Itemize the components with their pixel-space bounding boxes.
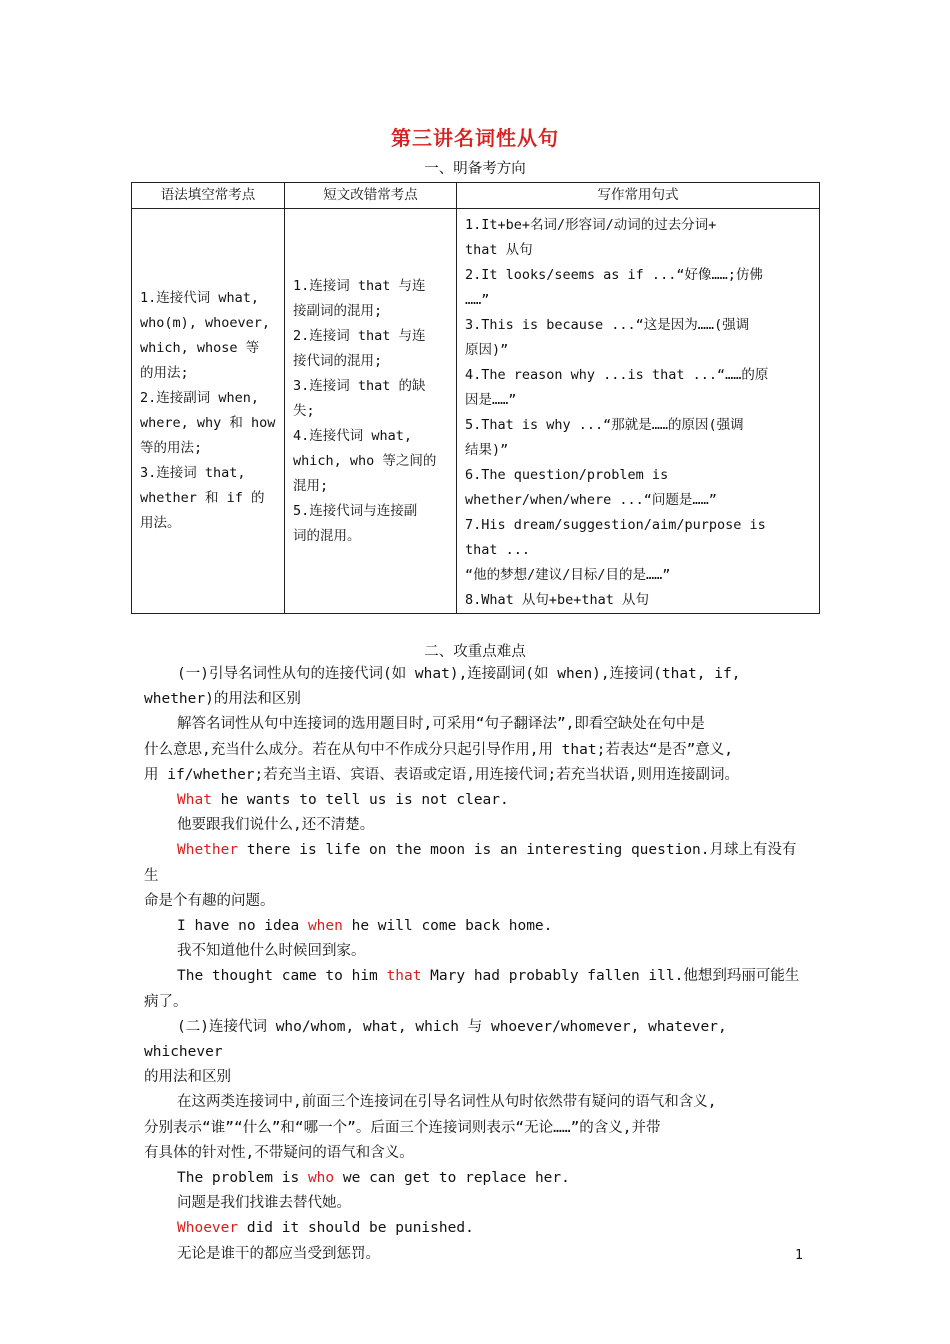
cell-line: 4.The reason why ...is that ...“……的原 [465,367,769,383]
example-translation: 问题是我们找谁去替代她。 [177,1195,351,1212]
cell-line: 词的混用。 [293,527,361,544]
cell-line: 4.连接代词 what, [293,427,413,444]
example-sentence [144,788,808,813]
cell-line: 3.连接词 that 的缺 [293,377,426,394]
cell-line: 2.连接副词 when, [140,390,260,406]
part1-paragraph-line: 解答名词性从句中连接词的选用题目时,可采用“句子翻译法”,即看空缺处在句中是 [177,716,705,733]
body-text [144,662,808,1267]
section-heading-2: 二、攻重点难点 [424,644,526,660]
cell-line: 1.It+be+名词/形容词/动词的过去分词+ [465,217,717,233]
cell-line: whether/when/where ...“问题是……” [465,492,717,508]
cell-line: 接代词的混用; [293,352,383,369]
cell-line: 1.连接词 that 与连 [293,277,426,294]
example-text: there is life on the moon is an interesting question.月球上有没有生 [144,842,797,884]
example-text: did it should be punished. [238,1220,474,1237]
cell-line: 原因)” [465,342,509,358]
example-text: The problem is [177,1170,308,1187]
cell-line: 6.The question/problem is [465,467,669,483]
table-header-cell: 语法填空常考点 [132,183,285,209]
cell-line: 8.What 从句+be+that 从句 [465,592,650,608]
cell-line: 失; [293,402,315,419]
cell-line: 5.连接代词与连接副 [293,502,418,519]
cell-line: 混用; [293,477,329,494]
example-sentence [144,964,808,989]
cell-line: 1.连接代词 what, [140,290,260,306]
example-sentence [144,1166,808,1191]
cell-line: whether 和 if 的 [140,490,265,506]
cell-line: which, who 等之间的 [293,452,437,469]
table-header-row [132,183,820,209]
table-header-cell: 写作常用句式 [457,183,820,209]
cell-line: 2.连接词 that 与连 [293,327,426,344]
cell-line: which, whose 等 [140,340,260,356]
highlighted-connective: What [177,792,212,809]
cell-line: 2.It looks/seems as if ...“好像……;仿佛 [465,267,763,283]
table-row [132,209,820,614]
cell-line: 等的用法; [140,440,203,456]
part2-heading: (二)连接代词 who/whom, what, which 与 whoever/whomever, whatever, whichever [144,1018,727,1061]
part1-heading-cont: whether)的用法和区别 [144,691,301,708]
part1-heading: (一)引导名词性从句的连接代词(如 what),连接副词(如 when),连接词(that, if, [177,666,741,682]
example-text: The thought came to him [177,968,387,985]
page-title: 第三讲名词性从句 [391,126,559,150]
highlighted-connective: who [307,1170,335,1187]
writing-patterns-cell [457,209,820,614]
example-sentence [144,838,808,888]
example-translation: 命是个有趣的问题。 [144,892,275,909]
cell-line: that ... [465,542,531,558]
cell-line: 的用法; [140,365,189,381]
table-header-cell: 短文改错常考点 [285,183,457,209]
section-heading-1: 一、明备考方向 [424,161,526,177]
cell-line: 3.连接词 that, [140,465,246,481]
cell-line: 结果)” [465,442,509,458]
example-text: he wants to tell us is not clear. [211,792,509,809]
part2-paragraph-line: 在这两类连接词中,前面三个连接词在引导名词性从句时依然带有疑问的语气和含义, [177,1094,717,1111]
part1-paragraph-line: 什么意思,充当什么成分。若在从句中不作成分只起引导作用,用 that;若表达“是否”意义, [144,741,734,758]
cell-line: who(m), whoever, [140,315,271,331]
cell-line: where, why 和 how [140,415,276,431]
cell-line: ……” [465,292,490,308]
example-text: he will come back home. [342,918,553,935]
part2-heading-cont: 的用法和区别 [144,1069,231,1086]
example-translation: 他要跟我们说什么,还不清楚。 [177,817,375,834]
example-translation: 病了。 [144,993,188,1010]
example-sentence [144,1216,808,1241]
part1-paragraph-line: 用 if/whether;若充当主语、宾语、表语或定语,用连接代词;若充当状语,则用连接副词。 [144,766,739,783]
cell-line: 3.This is because ...“这是因为……(强调 [465,317,750,333]
exam-points-table [131,182,820,614]
highlighted-connective: Whoever [177,1220,239,1237]
example-sentence [144,914,808,939]
grammar-fill-points-cell [132,209,285,614]
example-text: we can get to replace her. [334,1170,570,1187]
part2-paragraph-line: 有具体的针对性,不带疑问的语气和含义。 [144,1144,414,1161]
highlighted-connective: Whether [177,842,239,859]
highlighted-connective: when [307,918,343,935]
highlighted-connective: that [386,968,422,985]
cell-line: 接副词的混用; [293,302,383,319]
example-translation: 我不知道他什么时候回到家。 [177,943,366,960]
cell-line: 7.His dream/suggestion/aim/purpose is [465,517,766,533]
cell-line: 5.That is why ...“那就是……的原因(强调 [465,417,744,433]
example-text: Mary had probably fallen ill.他想到玛丽可能生 [421,968,800,985]
page-number: 1 [795,1248,803,1263]
cell-line: that 从句 [465,242,533,258]
example-text: I have no idea [177,918,308,935]
part2-paragraph-line: 分别表示“谁”“什么”和“哪一个”。后面三个连接词则表示“无论……”的含义,并带 [144,1119,661,1136]
cell-line: 用法。 [140,515,181,531]
cell-line: “他的梦想/建议/目标/目的是……” [465,567,671,583]
example-translation: 无论是谁干的都应当受到惩罚。 [177,1245,380,1262]
cell-line: 因是……” [465,392,517,408]
error-correction-points-cell [285,209,457,614]
